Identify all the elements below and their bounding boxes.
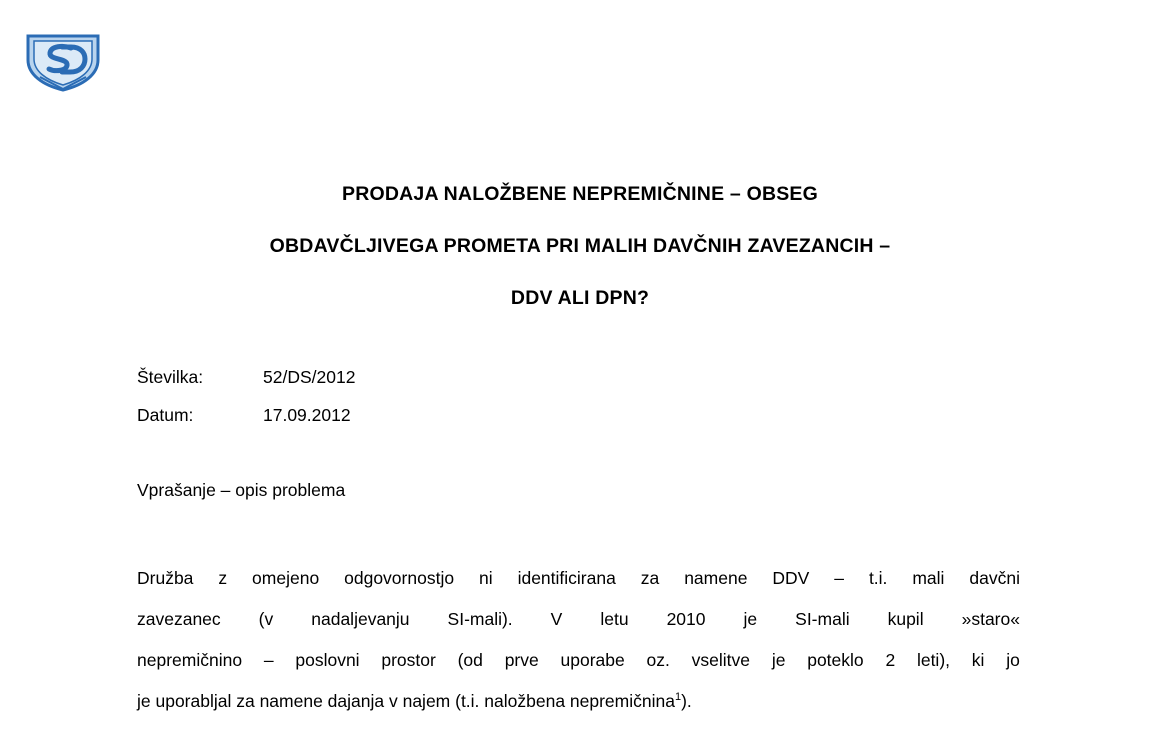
meta-value-date: 17.09.2012 — [263, 405, 351, 425]
word: V — [550, 609, 563, 629]
word: poslovni — [295, 650, 360, 670]
word: »staro« — [961, 609, 1020, 629]
word: nepremičnino — [137, 650, 243, 670]
word: – — [834, 568, 844, 588]
meta-row-number — [137, 358, 737, 396]
shield-logo-icon — [22, 30, 104, 94]
meta-value-number: 52/DS/2012 — [263, 367, 356, 387]
paragraph-line-3 — [137, 640, 1020, 681]
word: zavezanec — [137, 609, 221, 629]
word: z — [218, 568, 228, 588]
word: je — [771, 650, 786, 670]
word: mali — [912, 568, 945, 588]
paragraph-line-4 — [137, 681, 1020, 722]
word: 2 — [885, 650, 896, 670]
word: SI-mali). — [447, 609, 513, 629]
meta-label-number: Številka: — [137, 367, 204, 387]
word: uporabe — [560, 650, 625, 670]
document-meta — [137, 358, 737, 434]
body-paragraph — [137, 558, 1020, 722]
word: prostor — [381, 650, 436, 670]
word: poteklo — [807, 650, 864, 670]
word: – — [263, 650, 274, 670]
paragraph-line-4-text: je uporabljal za namene dajanja v najem (t.i. naložbena nepremičnina — [137, 691, 675, 711]
word: 2010 — [666, 609, 706, 629]
page-title-line-2: OBDAVČLJIVEGA PROMETA PRI MALIH DAVČNIH ZAVEZANCIH – — [269, 235, 891, 257]
paragraph-line-1 — [137, 558, 1020, 599]
word: oz. — [646, 650, 670, 670]
word: jo — [1006, 650, 1020, 670]
page-title-line-1: PRODAJA NALOŽBENE NEPREMIČNINE – OBSEG — [341, 183, 819, 205]
word: SI-mali — [795, 609, 850, 629]
section-heading: Vprašanje – opis problema — [137, 480, 346, 500]
word: davčni — [969, 568, 1020, 588]
meta-label-date: Datum: — [137, 405, 194, 425]
page-title — [130, 168, 1030, 324]
word: nadaljevanju — [311, 609, 410, 629]
word: prve — [504, 650, 539, 670]
paragraph-line-2 — [137, 599, 1020, 640]
footnote-marker: 1 — [674, 691, 682, 704]
word: omejeno — [252, 568, 320, 588]
word: (v — [258, 609, 274, 629]
word: ki — [971, 650, 985, 670]
paragraph-line-4-suffix: ). — [681, 691, 692, 711]
word: za — [640, 568, 660, 588]
word: vselitve — [691, 650, 751, 670]
page-title-line-3: DDV ALI DPN? — [510, 287, 650, 309]
word: je — [743, 609, 758, 629]
word: ni — [479, 568, 493, 588]
word: namene — [684, 568, 748, 588]
word: (od — [457, 650, 483, 670]
word: Družba — [137, 568, 194, 588]
word: odgovornostjo — [344, 568, 455, 588]
meta-row-date — [137, 396, 737, 434]
word: letu — [600, 609, 629, 629]
word: identificirana — [517, 568, 616, 588]
word: DDV — [772, 568, 810, 588]
word: t.i. — [868, 568, 888, 588]
word: leti), — [916, 650, 951, 670]
word: kupil — [887, 609, 924, 629]
